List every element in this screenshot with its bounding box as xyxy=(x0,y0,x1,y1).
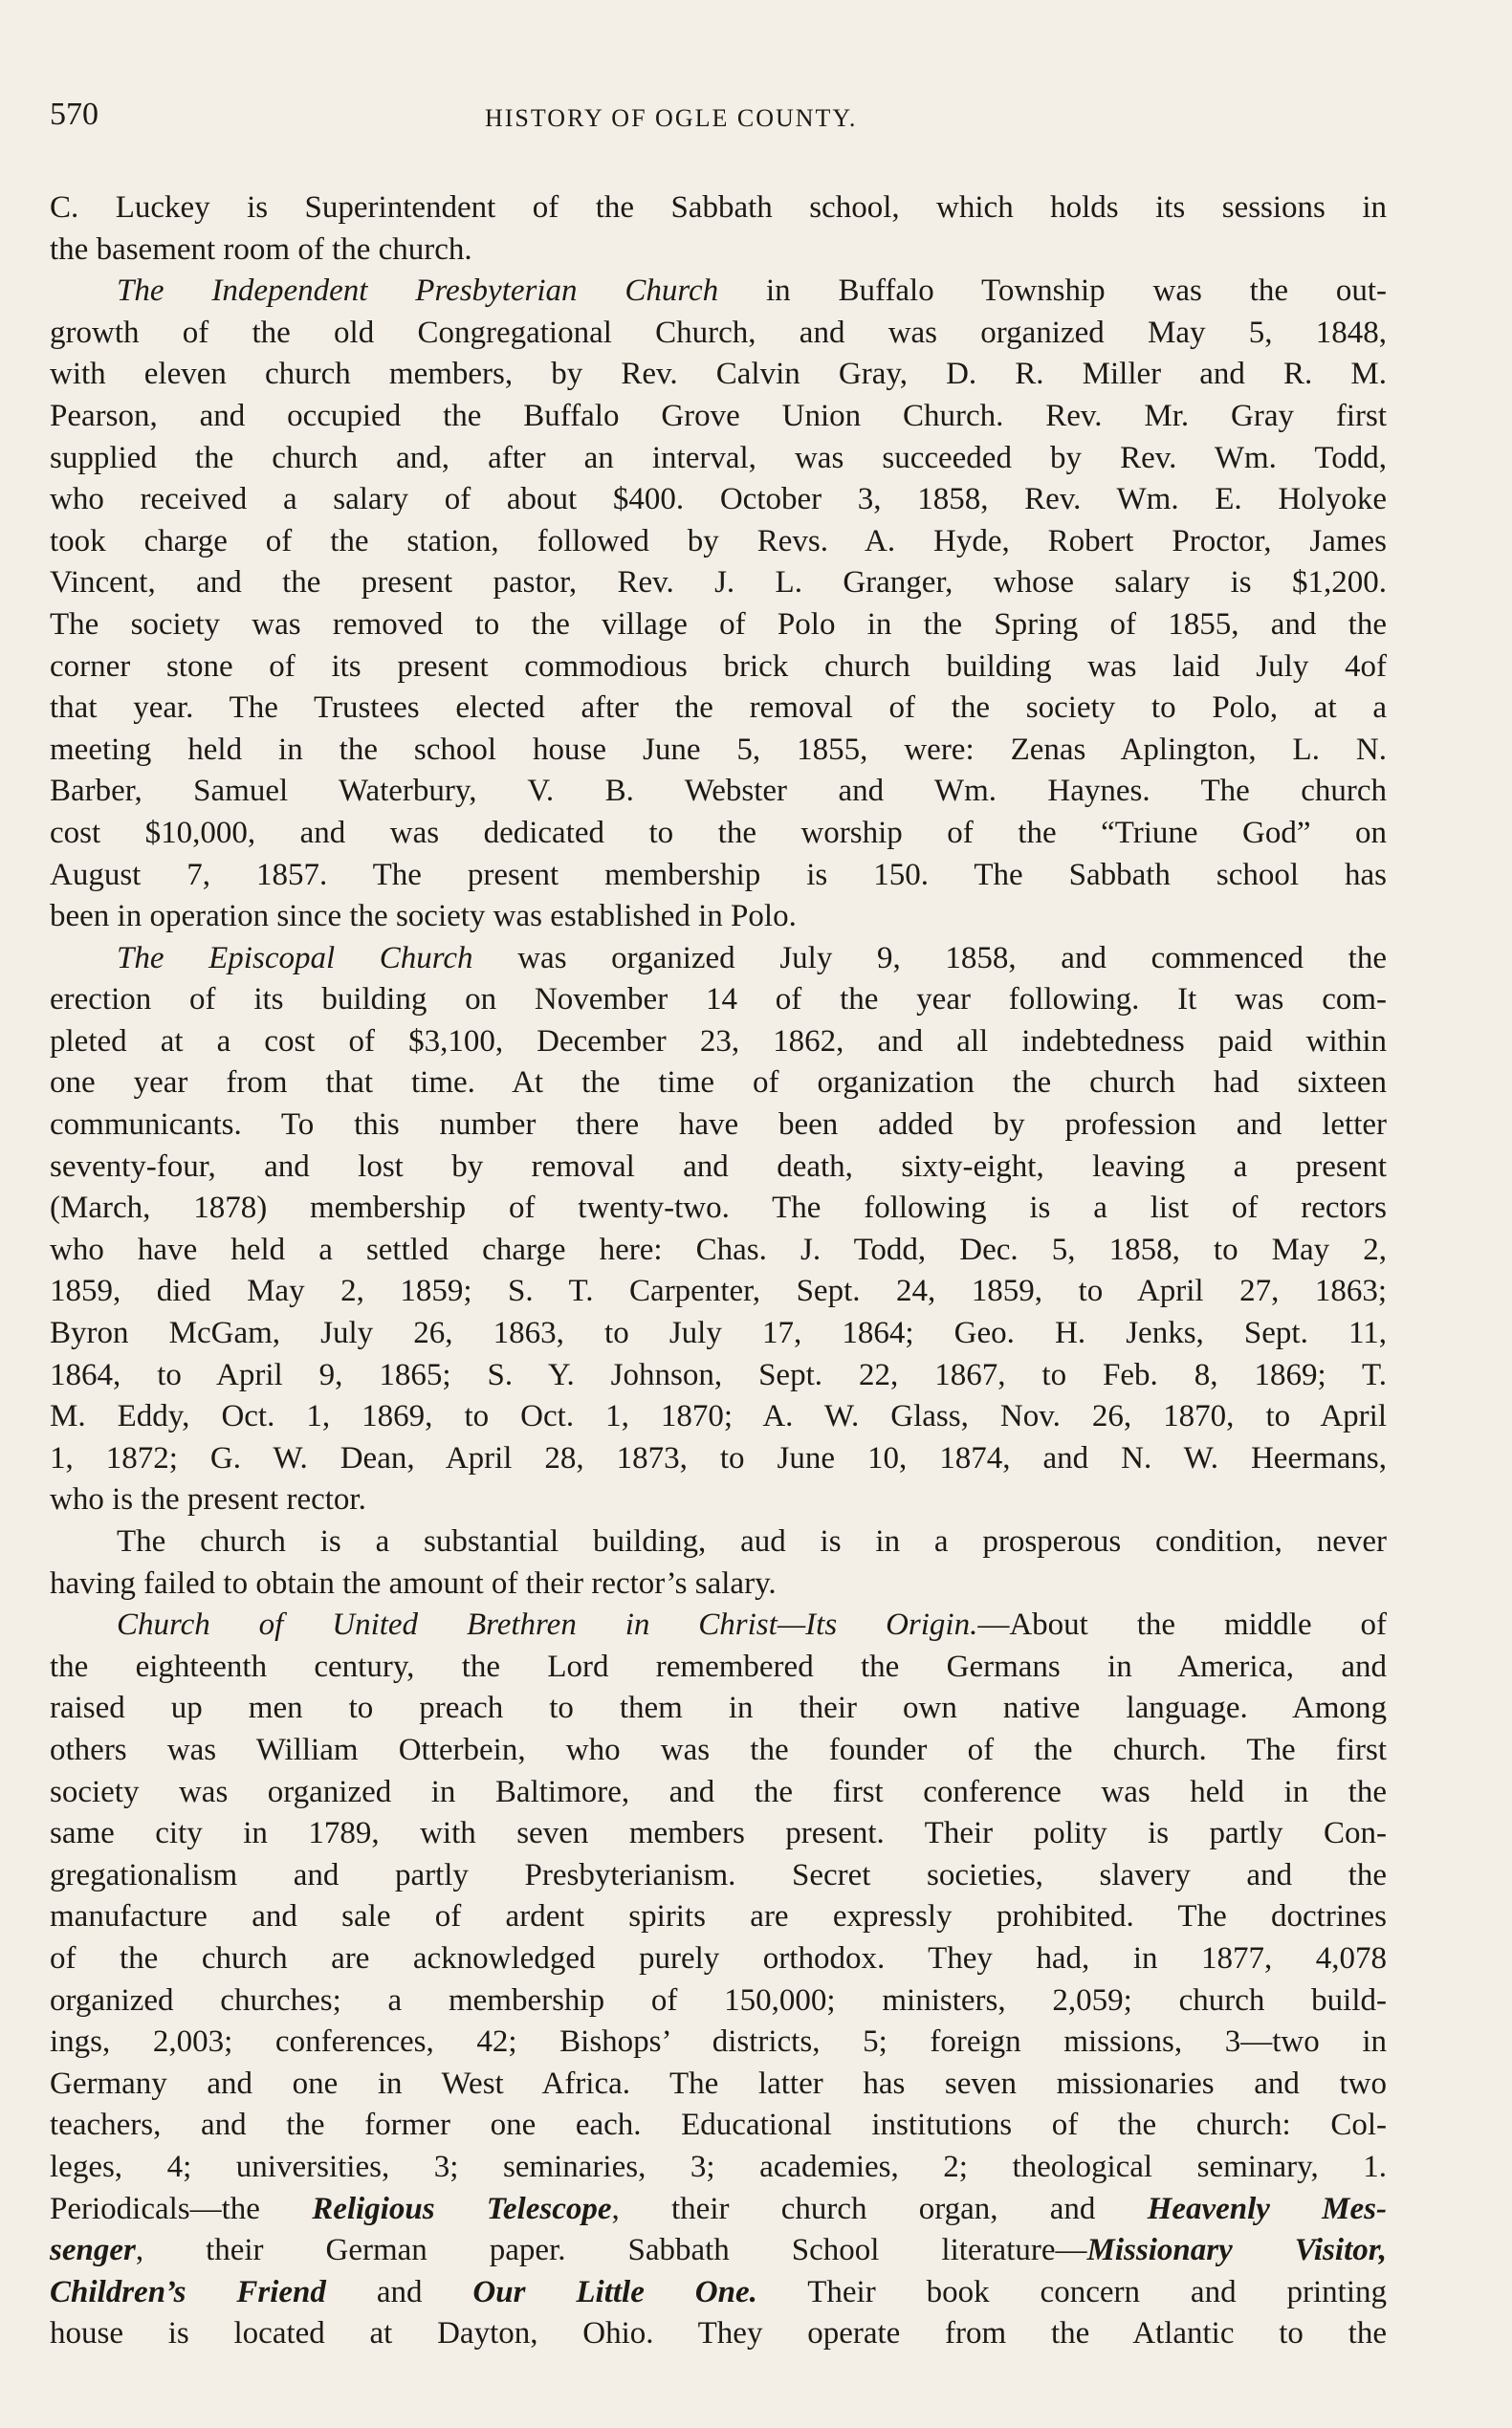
running-head: HISTORY OF OGLE COUNTY. xyxy=(485,104,858,132)
text-line xyxy=(50,1230,1387,1272)
text-run: M. Eddy, Oct. 1, 1869, to Oct. 1, 1870; A. W. Glass, Nov. 26, 1870, to April xyxy=(50,1399,1387,1434)
text-line xyxy=(50,979,1387,1021)
text-line xyxy=(50,646,1387,689)
text-run: who have held a settled charge here: Chas. J. Todd, Dec. 5, 1858, to May 2, xyxy=(50,1232,1387,1267)
emphasized-text: Heavenly Mes- xyxy=(1147,2191,1387,2226)
text-run: been in operation since the society was established in Polo. xyxy=(50,899,797,934)
text-line xyxy=(50,2064,1387,2106)
text-run: cost $10,000, and was dedicated to the worship of the “Triune God” on xyxy=(50,815,1387,850)
text-run: and xyxy=(325,2274,473,2309)
text-run: with eleven church members, by Rev. Calvin Gray, D. R. Miller and R. M. xyxy=(50,357,1387,392)
text-run: , their church organ, and xyxy=(611,2191,1148,2226)
text-line xyxy=(50,1938,1387,1980)
text-line xyxy=(50,313,1387,355)
text-line xyxy=(50,688,1387,730)
text-run: C. Luckey is Superintendent of the Sabbath school, which holds its sessions in xyxy=(50,190,1387,225)
text-line xyxy=(50,1355,1387,1397)
text-run: erection of its building on November 14 of the year following. It was com- xyxy=(50,982,1387,1017)
text-line xyxy=(50,1479,1387,1521)
text-line xyxy=(50,1438,1387,1480)
text-run: house is located at Dayton, Ohio. They operate from the Atlantic to the xyxy=(50,2316,1387,2351)
text-run: leges, 4; universities, 3; seminaries, 3; academies, 2; theological seminary, 1. xyxy=(50,2149,1387,2184)
text-run: the basement room of the church. xyxy=(50,231,472,267)
page-number: 570 xyxy=(50,97,99,132)
text-line xyxy=(50,562,1387,604)
text-line xyxy=(50,187,1387,230)
text-run: Periodicals—the xyxy=(50,2191,313,2226)
emphasized-text: The Episcopal Church xyxy=(117,940,473,975)
text-line xyxy=(50,1062,1387,1105)
text-line xyxy=(50,1564,1387,1606)
text-run: others was William Otterbein, who was the founder of the church. The first xyxy=(50,1732,1387,1767)
text-run: meeting held in the school house June 5, 1855, were: Zenas Aplington, L. N. xyxy=(50,732,1387,767)
text-line xyxy=(50,1772,1387,1814)
emphasized-text: senger xyxy=(50,2233,136,2268)
text-run: the eighteenth century, the Lord remembered the Germans in America, and xyxy=(50,1649,1387,1684)
text-run: raised up men to preach to them in their own native language. Among xyxy=(50,1691,1387,1726)
text-run: was organized July 9, 1858, and commenced the xyxy=(472,940,1387,975)
text-run: took charge of the station, followed by Revs. A. Hyde, Robert Proctor, James xyxy=(50,523,1387,558)
text-line xyxy=(50,1188,1387,1230)
text-line xyxy=(50,938,1387,980)
text-run: ings, 2,003; conferences, 42; Bishops’ districts, 5; foreign missions, 3—two in xyxy=(50,2024,1387,2060)
text-run: of the church are acknowledged purely orthodox. They had, in 1877, 4,078 xyxy=(50,1940,1387,1976)
text-run: who is the present rector. xyxy=(50,1482,366,1518)
text-line xyxy=(50,1271,1387,1313)
text-run: organized churches; a membership of 150,000; ministers, 2,059; church build- xyxy=(50,1982,1387,2018)
text-run: Pearson, and occupied the Buffalo Grove Union Church. Rev. Mr. Gray first xyxy=(50,398,1387,433)
text-run: who received a salary of about $400. October 3, 1858, Rev. Wm. E. Holyoke xyxy=(50,482,1387,517)
text-line xyxy=(50,604,1387,646)
text-line xyxy=(50,2022,1387,2064)
text-line xyxy=(50,1021,1387,1063)
text-run: in Buffalo Township was the out- xyxy=(718,273,1387,309)
emphasized-text: Our Little One. xyxy=(472,2274,757,2309)
text-run: 1864, to April 9, 1865; S. Y. Johnson, Sept. 22, 1867, to Feb. 8, 1869; T. xyxy=(50,1357,1387,1392)
text-line xyxy=(50,521,1387,563)
text-run: communicants. To this number there have been added by profession and letter xyxy=(50,1107,1387,1143)
emphasized-text: Missionary Visitor, xyxy=(1086,2233,1388,2268)
text-run: supplied the church and, after an interval, was succeeded by Rev. Wm. Todd, xyxy=(50,440,1387,475)
text-line xyxy=(50,396,1387,438)
text-line xyxy=(50,2230,1387,2272)
text-run: having failed to obtain the amount of their rector’s salary. xyxy=(50,1565,777,1601)
text-run: corner stone of its present commodious brick church building was laid July 4of xyxy=(50,648,1387,684)
text-run: August 7, 1857. The present membership is 150. The Sabbath school has xyxy=(50,857,1387,892)
text-line xyxy=(50,730,1387,772)
text-line xyxy=(50,230,1387,272)
text-line xyxy=(50,479,1387,521)
text-run: Barber, Samuel Waterbury, V. B. Webster and Wm. Haynes. The church xyxy=(50,774,1387,809)
text-run: The church is a substantial building, aud is in a prosperous condition, never xyxy=(117,1524,1387,1559)
text-line xyxy=(50,1647,1387,1689)
body-text xyxy=(50,187,1387,2355)
text-line xyxy=(50,855,1387,897)
text-run: society was organized in Baltimore, and the first conference was held in the xyxy=(50,1774,1387,1809)
text-run: Vincent, and the present pastor, Rev. J. L. Granger, whose salary is $1,200. xyxy=(50,565,1387,601)
text-run: Germany and one in West Africa. The latter has seven missionaries and two xyxy=(50,2066,1387,2101)
text-run: Their book concern and printing xyxy=(756,2274,1388,2309)
text-run: same city in 1789, with seven members present. Their polity is partly Con- xyxy=(50,1816,1387,1851)
text-run: pleted at a cost of $3,100, December 23, 1862, and all indebtedness paid within xyxy=(50,1023,1387,1059)
text-line xyxy=(50,2189,1387,2231)
text-line xyxy=(50,1813,1387,1855)
text-line xyxy=(50,1688,1387,1730)
emphasized-text: Church of United Brethren in Christ—Its Origin. xyxy=(117,1608,978,1643)
emphasized-text: Children’s Friend xyxy=(50,2274,326,2309)
text-line xyxy=(50,1730,1387,1772)
text-run: seventy-four, and lost by removal and death, sixty-eight, leaving a present xyxy=(50,1148,1387,1184)
text-line xyxy=(50,354,1387,396)
text-run: manufacture and sale of ardent spirits are expressly prohibited. The doctrines xyxy=(50,1899,1387,1935)
text-line xyxy=(50,896,1387,938)
text-line xyxy=(50,1105,1387,1147)
text-line xyxy=(50,1855,1387,1897)
text-run: (March, 1878) membership of twenty-two. The following is a list of rectors xyxy=(50,1191,1387,1226)
text-run: growth of the old Congregational Church, and was organized May 5, 1848, xyxy=(50,315,1387,350)
text-line xyxy=(50,813,1387,855)
text-run: Byron McGam, July 26, 1863, to July 17, 1864; Geo. H. Jenks, Sept. 11, xyxy=(50,1316,1387,1351)
emphasized-text: Religious Telescope xyxy=(312,2191,612,2226)
emphasized-text: The Independent Presbyterian Church xyxy=(117,273,719,309)
text-line xyxy=(50,2105,1387,2147)
text-line xyxy=(50,2313,1387,2355)
text-run: , their German paper. Sabbath School literature— xyxy=(135,2233,1087,2268)
text-line xyxy=(50,1313,1387,1355)
text-line xyxy=(50,271,1387,313)
text-run: 1859, died May 2, 1859; S. T. Carpenter, Sept. 24, 1859, to April 27, 1863; xyxy=(50,1274,1387,1309)
text-run: gregationalism and partly Presbyterianism. Secret societies, slavery and the xyxy=(50,1857,1387,1892)
text-line xyxy=(50,2272,1387,2314)
text-line xyxy=(50,1896,1387,1938)
text-run: The society was removed to the village of Polo in the Spring of 1855, and the xyxy=(50,606,1387,642)
text-run: 1, 1872; G. W. Dean, April 28, 1873, to June 10, 1874, and N. W. Heermans, xyxy=(50,1440,1387,1476)
text-run: —About the middle of xyxy=(977,1608,1387,1643)
text-line xyxy=(50,1147,1387,1189)
text-line xyxy=(50,1396,1387,1438)
text-line xyxy=(50,438,1387,480)
text-line xyxy=(50,2147,1387,2189)
text-run: that year. The Trustees elected after the removal of the society to Polo, at a xyxy=(50,690,1387,726)
text-run: one year from that time. At the time of organization the church had sixteen xyxy=(50,1065,1387,1101)
text-line xyxy=(50,1521,1387,1564)
text-line xyxy=(50,771,1387,813)
text-line xyxy=(50,1980,1387,2023)
text-line xyxy=(50,1605,1387,1647)
text-run: teachers, and the former one each. Educational institutions of the church: Col- xyxy=(50,2108,1387,2143)
